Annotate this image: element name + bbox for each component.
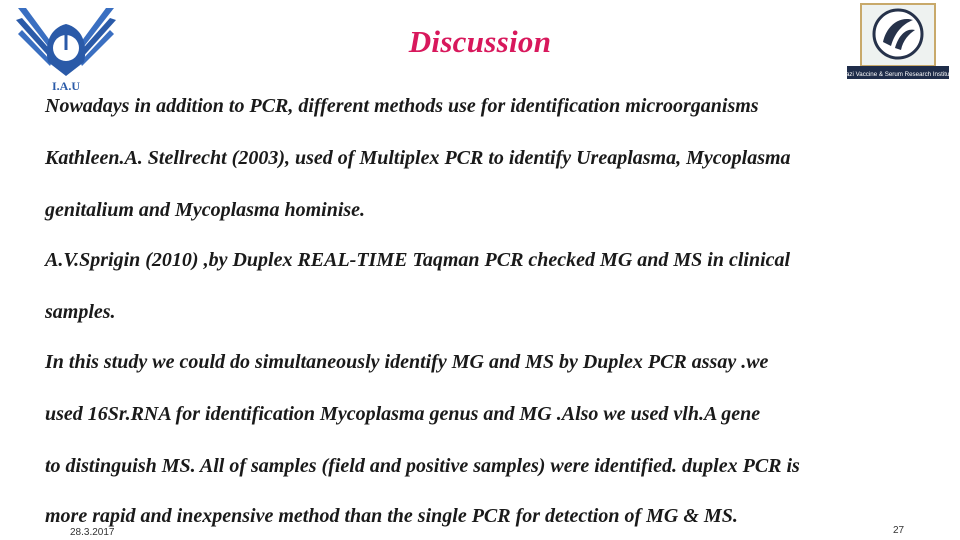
body-line: Kathleen.A. Stellrecht (2003), used of Multiplex PCR to identify Ureaplasma, Mycoplasma xyxy=(45,147,791,169)
body-line: A.V.Sprigin (2010) ,by Duplex REAL-TIME Taqman PCR checked MG and MS in clinical xyxy=(45,249,791,271)
body-line: Nowadays in addition to PCR, different methods use for identification microorganisms xyxy=(45,95,759,117)
body-line: used 16Sr.RNA for identification Mycoplasma genus and MG .Also we used vlh.A gene xyxy=(45,403,761,425)
slide-title: Discussion xyxy=(408,24,552,59)
footer-date: 28.3.2017 xyxy=(70,527,115,538)
body-line: genitalium and Mycoplasma hominise. xyxy=(45,199,366,221)
page-number: 27 xyxy=(893,525,905,536)
iau-logo-text: I.A.U xyxy=(51,79,81,93)
body-line: samples. xyxy=(45,301,116,323)
razi-logo-text: Razi Vaccine & Serum Research Institute xyxy=(843,71,953,78)
body-line: more rapid and inexpensive method than the single PCR for detection of MG & MS. xyxy=(45,505,738,527)
body-line: In this study we could do simultaneously identify MG and MS by Duplex PCR assay .we xyxy=(45,351,769,373)
body-line: to distinguish MS. All of samples (field and positive samples) were identified. duplex PCR is xyxy=(45,455,800,477)
